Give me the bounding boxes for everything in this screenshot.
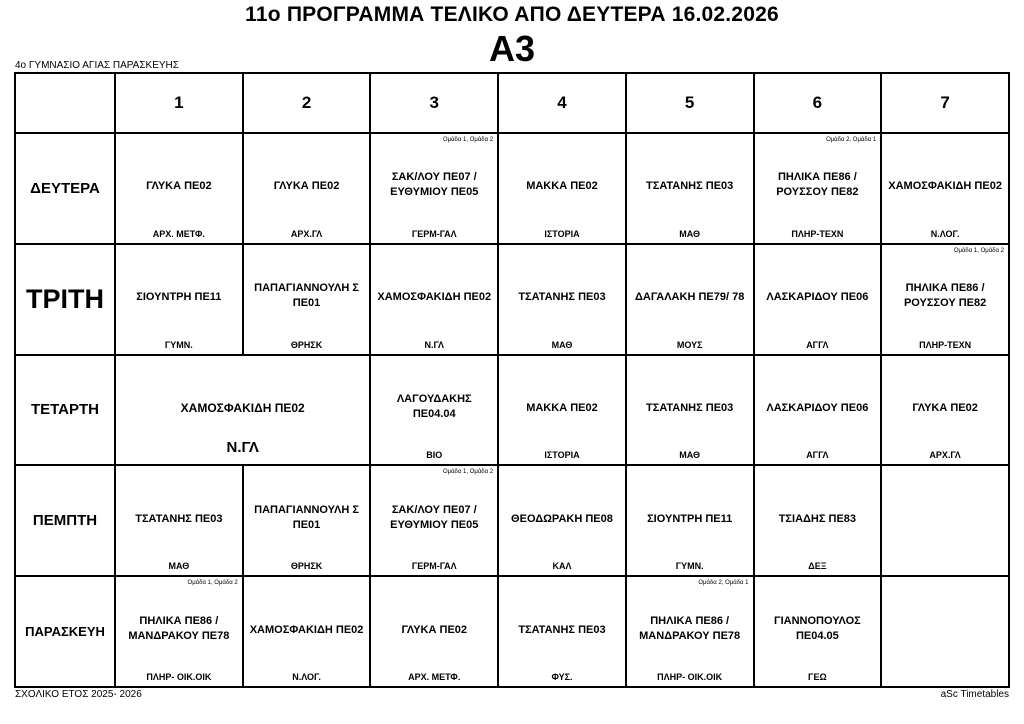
lesson-cell xyxy=(370,465,498,576)
lesson-cell xyxy=(115,133,243,244)
lesson-cell xyxy=(243,576,371,687)
lesson-cell xyxy=(754,576,882,687)
teacher-name: ΔΑΓΑΛΑΚΗ ΠΕ79/ 78 xyxy=(635,291,745,304)
lesson-cell xyxy=(370,355,498,466)
lesson-cell xyxy=(370,576,498,687)
period-4: 4 xyxy=(498,73,626,133)
subject-name: ΑΡΧ.ΓΛ xyxy=(929,450,961,461)
lesson-cell xyxy=(498,355,626,466)
lesson-cell xyxy=(754,465,882,576)
day-row-wednesday xyxy=(15,355,1009,466)
lesson-cell xyxy=(881,355,1009,466)
page-title: 11ο ΠΡΟΓΡΑΜΜΑ ΤΕΛΙΚΟ ΑΠΟ ΔΕΥΤΕΡΑ 16.02.2026 xyxy=(245,3,779,26)
subject-name: ΜΑΘ xyxy=(679,450,701,461)
lesson-cell xyxy=(626,244,754,355)
teacher-name: ΓΛΥΚΑ ΠΕ02 xyxy=(401,623,468,636)
teacher-name: ΛΑΓΟΥΔΑΚΗΣ ΠΕ04.04 xyxy=(396,392,472,420)
lesson-cell xyxy=(754,133,882,244)
period-1: 1 xyxy=(115,73,243,133)
lesson-cell xyxy=(115,465,243,576)
teacher-name: ΧΑΜΟΣΦΑΚΙΔΗ ΠΕ02 xyxy=(249,623,364,636)
teacher-name: ΛΑΣΚΑΡΙΔΟΥ ΠΕ06 xyxy=(766,291,869,304)
teacher-name: ΠΑΠΑΓΙΑΝΝΟΥΛΗ Σ ΠΕ01 xyxy=(254,282,359,310)
day-label-monday: ΔΕΥΤΕΡΑ xyxy=(15,133,115,244)
teacher-name: ΓΛΥΚΑ ΠΕ02 xyxy=(912,401,978,414)
subject-name: ΘΡΗΣΚ xyxy=(290,339,323,350)
subject-name: ΒΙΟ xyxy=(426,450,443,461)
period-3: 3 xyxy=(370,73,498,133)
subject-name: ΜΟΥΣ xyxy=(676,339,703,350)
group-label: Ομάδα 1, Ομάδα 2 xyxy=(953,247,1004,254)
teacher-name: ΘΕΟΔΩΡΑΚΗ ΠΕ08 xyxy=(511,512,613,525)
period-7: 7 xyxy=(881,73,1009,133)
subject-name: ΦΥΣ. xyxy=(551,672,573,682)
period-header-row xyxy=(15,73,1009,133)
lesson-cell xyxy=(626,355,754,466)
teacher-name: ΤΣΑΤΑΝΗΣ ΠΕ03 xyxy=(646,401,734,414)
teacher-name: ΠΗΛΙΚΑ ΠΕ86 / ΜΑΝΔΡΑΚΟΥ ΠΕ78 xyxy=(128,614,230,642)
group-label: Ομάδα 1, Ομάδα 2 xyxy=(442,137,494,143)
lesson-cell xyxy=(498,133,626,244)
teacher-name: ΠΗΛΙΚΑ ΠΕ86 / ΜΑΝΔΡΑΚΟΥ ΠΕ78 xyxy=(639,614,741,642)
teacher-name: ΣΑΚ/ΛΟΥ ΠΕ07 / ΕΥΘΥΜΙΟΥ ΠΕ05 xyxy=(390,171,479,199)
teacher-name: ΤΣΑΤΑΝΗΣ ΠΕ03 xyxy=(518,623,606,636)
teacher-name: ΜΑΚΚΑ ΠΕ02 xyxy=(526,180,598,193)
lesson-cell-empty xyxy=(881,576,1009,687)
teacher-name: ΧΑΜΟΣΦΑΚΙΔΗ ΠΕ02 xyxy=(888,180,1002,193)
lesson-cell xyxy=(115,244,243,355)
day-label-thursday: ΠΕΜΠΤΗ xyxy=(15,465,115,576)
teacher-name: ΠΑΠΑΓΙΑΝΝΟΥΛΗ Σ ΠΕ01 xyxy=(254,503,359,531)
teacher-name: ΤΣΑΤΑΝΗΣ ΠΕ03 xyxy=(518,291,606,304)
lesson-cell xyxy=(498,244,626,355)
class-name: Α3 xyxy=(488,28,536,69)
lesson-cell xyxy=(498,576,626,687)
subject-name: ΑΡΧ. ΜΕΤΦ. xyxy=(408,672,461,682)
teacher-name: ΤΣΙΑΔΗΣ ΠΕ83 xyxy=(778,512,857,525)
lesson-cell xyxy=(498,465,626,576)
lesson-cell xyxy=(626,465,754,576)
teacher-name: ΧΑΜΟΣΦΑΚΙΔΗ ΠΕ02 xyxy=(180,400,305,415)
subject-name: ΔΕΞ xyxy=(808,561,827,572)
subject-name: ΙΣΤΟΡΙΑ xyxy=(544,450,580,461)
lesson-cell xyxy=(754,244,882,355)
lesson-cell xyxy=(370,244,498,355)
period-2: 2 xyxy=(243,73,371,133)
teacher-name: ΧΑΜΟΣΦΑΚΙΔΗ ΠΕ02 xyxy=(377,291,492,304)
school-year: ΣΧΟΛΙΚΟ ΕΤΟΣ 2025- 2026 xyxy=(15,689,142,700)
teacher-name: ΓΙΑΝΝΟΠΟΥΛΟΣ ΠΕ04.05 xyxy=(773,614,861,642)
group-label: Ομάδα 2, Ομάδα 1 xyxy=(826,137,877,143)
teacher-name: ΣΙΟΥΝΤΡΗ ΠΕ11 xyxy=(647,512,733,525)
subject-name: Ν.ΛΟΓ. xyxy=(292,672,321,682)
day-row-friday xyxy=(15,576,1009,687)
subject-name: ΙΣΤΟΡΙΑ xyxy=(544,228,580,239)
teacher-name: ΓΛΥΚΑ ΠΕ02 xyxy=(273,180,340,193)
subject-name: ΓΕΡΜ-ΓΑΛ xyxy=(411,561,457,572)
day-label-wednesday: ΤΕΤΑΡΤΗ xyxy=(15,355,115,466)
subject-name: ΓΕΡΜ-ΓΑΛ xyxy=(411,228,457,239)
lesson-cell-double xyxy=(115,355,370,466)
lesson-cell xyxy=(881,133,1009,244)
lesson-cell-empty xyxy=(881,465,1009,576)
teacher-name: ΠΗΛΙΚΑ ΠΕ86 / ΡΟΥΣΣΟΥ ΠΕ82 xyxy=(776,171,859,199)
subject-name: ΠΛΗΡ- ΟΙΚ.ΟΙΚ xyxy=(657,672,723,682)
lesson-cell xyxy=(881,244,1009,355)
school-name: 4ο ΓΥΜΝΑΣΙΟ ΑΓΙΑΣ ΠΑΡΑΣΚΕΥΗΣ xyxy=(15,60,179,71)
timetable xyxy=(14,72,1010,688)
teacher-name: ΛΑΣΚΑΡΙΔΟΥ ΠΕ06 xyxy=(766,401,869,414)
lesson-cell xyxy=(243,465,371,576)
period-6: 6 xyxy=(754,73,882,133)
day-label-friday: ΠΑΡΑΣΚΕΥΗ xyxy=(15,576,115,687)
day-row-monday xyxy=(15,133,1009,244)
corner-cell xyxy=(15,73,115,133)
subject-name: ΑΡΧ. ΜΕΤΦ. xyxy=(152,228,205,239)
subject-name: Ν.ΛΟΓ. xyxy=(930,228,960,239)
teacher-name: ΤΣΑΤΑΝΗΣ ΠΕ03 xyxy=(646,180,734,193)
subject-name: Ν.ΓΛ xyxy=(424,339,444,350)
teacher-name: ΓΛΥΚΑ ΠΕ02 xyxy=(146,180,212,193)
subject-name: ΠΛΗΡ- ΟΙΚ.ΟΙΚ xyxy=(146,672,212,682)
day-row-tuesday xyxy=(15,244,1009,355)
teacher-name: ΠΗΛΙΚΑ ΠΕ86 / ΡΟΥΣΣΟΥ ΠΕ82 xyxy=(903,282,987,310)
subject-name: ΑΓΓΛ xyxy=(806,339,829,350)
teacher-name: ΣΑΚ/ΛΟΥ ΠΕ07 / ΕΥΘΥΜΙΟΥ ΠΕ05 xyxy=(390,503,479,531)
group-label: Ομάδα 1, Ομάδα 2 xyxy=(187,580,238,587)
brand-label: aSc Timetables xyxy=(940,689,1009,700)
subject-name: ΠΛΗΡ-ΤΕΧΝ xyxy=(919,339,972,350)
lesson-cell xyxy=(243,133,371,244)
lesson-cell xyxy=(243,244,371,355)
teacher-name: ΤΣΑΤΑΝΗΣ ΠΕ03 xyxy=(135,512,223,525)
subject-name: ΜΑΘ xyxy=(679,228,701,239)
subject-name: ΘΡΗΣΚ xyxy=(290,561,323,572)
lesson-cell xyxy=(115,576,243,687)
subject-name: ΜΑΘ xyxy=(168,561,190,572)
subject-name: Ν.ΓΛ xyxy=(226,439,259,457)
lesson-cell xyxy=(370,133,498,244)
subject-name: ΚΑΛ xyxy=(552,561,572,572)
teacher-name: ΣΙΟΥΝΤΡΗ ΠΕ11 xyxy=(136,291,222,304)
teacher-name: ΜΑΚΚΑ ΠΕ02 xyxy=(526,401,598,414)
subject-name: ΑΡΧ.ΓΛ xyxy=(290,228,323,239)
lesson-cell xyxy=(626,133,754,244)
lesson-cell xyxy=(626,576,754,687)
group-label: Ομάδα 2, Ομάδα 1 xyxy=(698,580,749,587)
period-5: 5 xyxy=(626,73,754,133)
lesson-cell xyxy=(754,355,882,466)
day-label-tuesday: ΤΡΙΤΗ xyxy=(15,244,115,355)
subject-name: ΠΛΗΡ-ΤΕΧΝ xyxy=(791,228,844,239)
subject-name: ΓΕΩ xyxy=(808,672,827,682)
subject-name: ΓΥΜΝ. xyxy=(675,561,704,572)
day-row-thursday xyxy=(15,465,1009,576)
subject-name: ΓΥΜΝ. xyxy=(164,339,193,350)
subject-name: ΑΓΓΛ xyxy=(806,450,829,461)
subject-name: ΜΑΘ xyxy=(551,339,573,350)
group-label: Ομάδα 1, Ομάδα 2 xyxy=(442,469,494,476)
